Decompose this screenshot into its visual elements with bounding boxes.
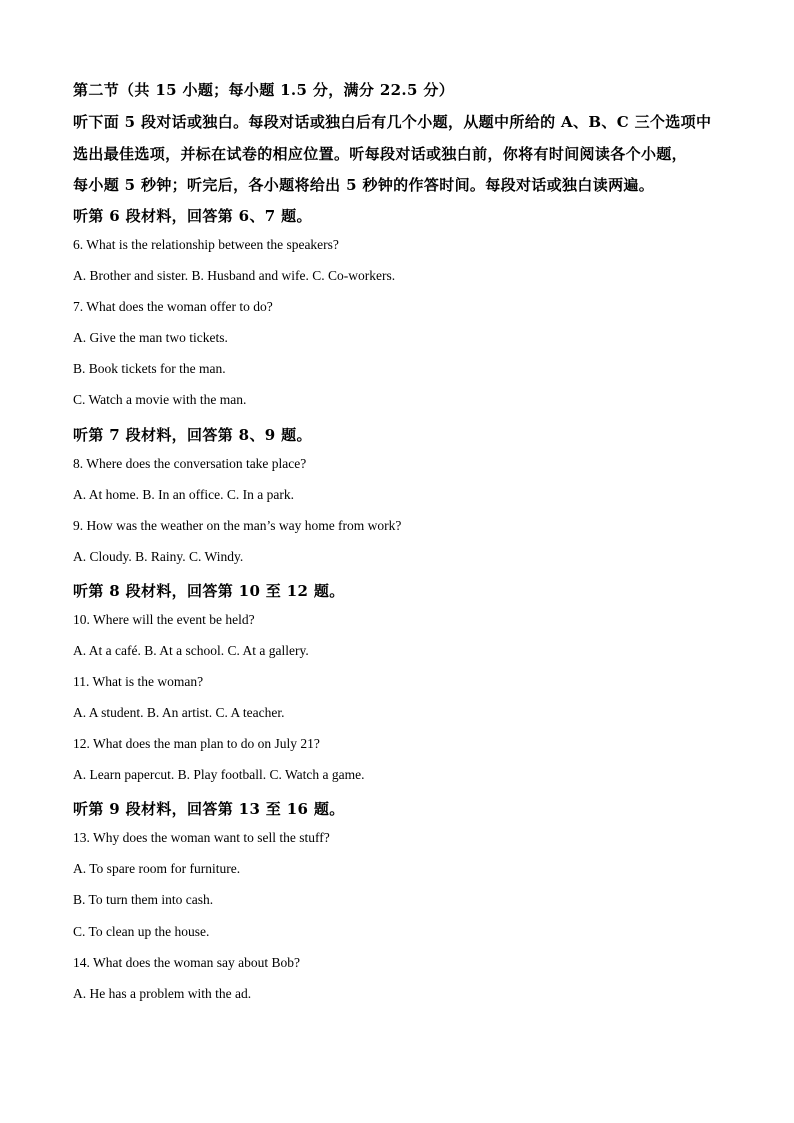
group-heading: 听第 8 段材料，回答第 10 至 12 题。 [73, 582, 345, 600]
question-text: 6. What is the relationship between the speakers? [73, 237, 339, 252]
answer-options: A. Brother and sister. B. Husband and wife. C. Co-workers. [73, 268, 396, 283]
answer-option: B. To turn them into cash. [73, 892, 214, 907]
question-text: 10. Where will the event be held? [73, 612, 255, 627]
instruction-line: 听下面 5 段对话或独白。每段对话或独白后有几个小题，从题中所给的 A、B、C 三个选项中 [73, 113, 712, 131]
section-header: 第二节（共 15 小题；每小题 1.5 分，满分 22.5 分） [73, 81, 455, 99]
question-text: 13. Why does the woman want to sell the stuff? [73, 830, 330, 845]
question-text: 12. What does the man plan to do on July 21? [73, 736, 320, 751]
answer-option: C. To clean up the house. [73, 924, 210, 939]
question-text: 11. What is the woman? [73, 674, 204, 689]
answer-option: C. Watch a movie with the man. [73, 392, 247, 407]
answer-options: A. At a café. B. At a school. C. At a gallery. [73, 643, 309, 658]
question-text: 9. How was the weather on the man’s way home from work? [73, 518, 402, 533]
group-heading: 听第 7 段材料，回答第 8、9 题。 [73, 426, 312, 444]
question-text: 14. What does the woman say about Bob? [73, 955, 300, 970]
answer-options: A. Learn papercut. B. Play football. C. Watch a game. [73, 767, 365, 782]
instruction-line: 每小题 5 秒钟；听完后，各小题将给出 5 秒钟的作答时间。每段对话或独白读两遍。 [73, 176, 655, 194]
group-heading: 听第 6 段材料，回答第 6、7 题。 [73, 207, 312, 225]
answer-options: A. At home. B. In an office. C. In a park. [73, 487, 294, 502]
answer-options: A. Cloudy. B. Rainy. C. Windy. [73, 549, 244, 564]
answer-option: B. Book tickets for the man. [73, 361, 226, 376]
answer-option: A. He has a problem with the ad. [73, 986, 252, 1001]
answer-option: A. Give the man two tickets. [73, 330, 228, 345]
instruction-line: 选出最佳选项，并标在试卷的相应位置。听每段对话或独白前，你将有时间阅读各个小题， [73, 145, 688, 163]
answer-option: A. To spare room for furniture. [73, 861, 241, 876]
answer-options: A. A student. B. An artist. C. A teacher. [73, 705, 285, 720]
question-text: 8. Where does the conversation take place? [73, 456, 307, 471]
question-text: 7. What does the woman offer to do? [73, 299, 273, 314]
group-heading: 听第 9 段材料，回答第 13 至 16 题。 [73, 800, 345, 818]
